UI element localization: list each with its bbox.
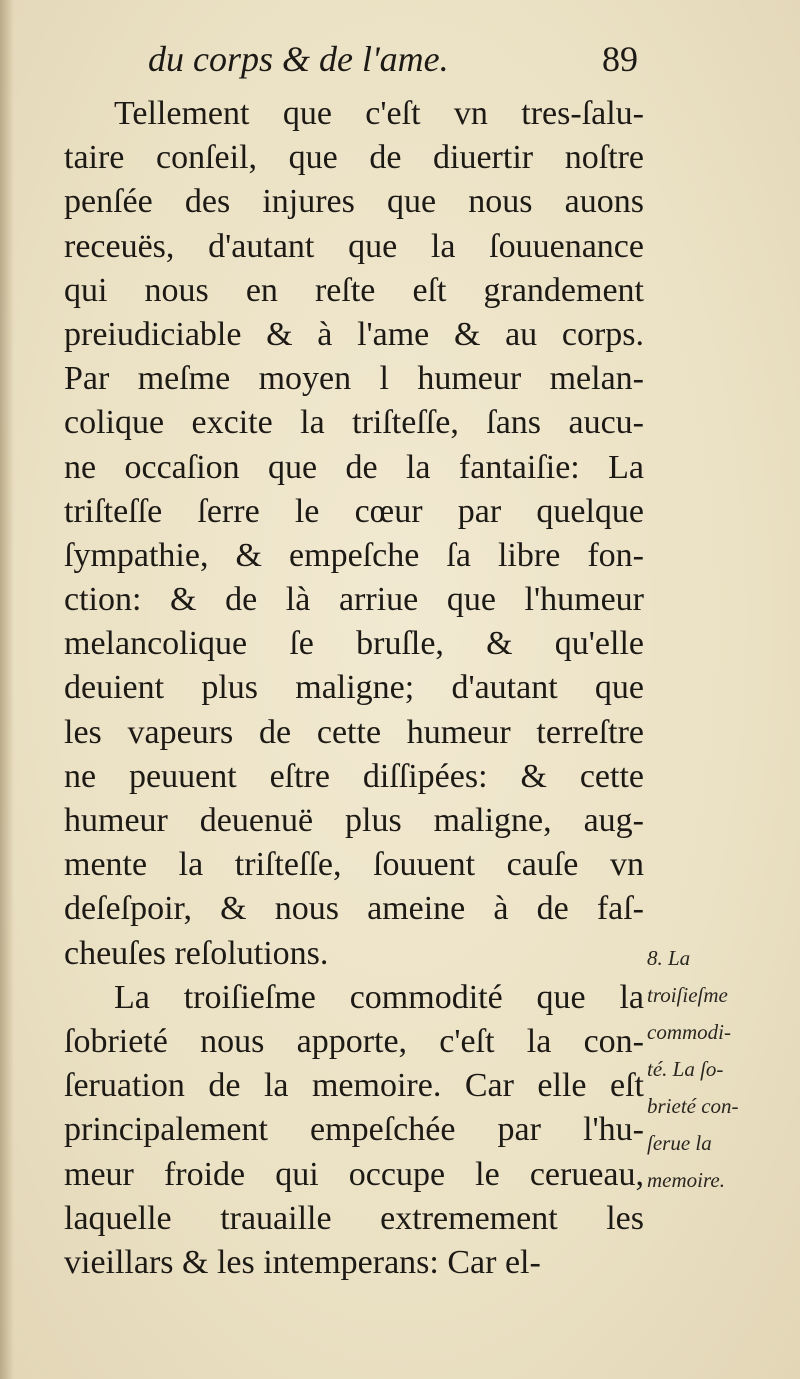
text-line: les vapeurs de cette humeur terreſtre (64, 713, 644, 751)
running-title: du corps & de l'ame. (148, 39, 449, 79)
margin-note-line: té. La ſo- (647, 1057, 724, 1081)
text-line: laquelle trauaille extremement les (64, 1199, 644, 1237)
margin-note-line: memoire. (647, 1168, 725, 1192)
text-line: preiudiciable & à l'ame & au corps. (64, 315, 644, 353)
text-line: ction: & de là arriue que l'humeur (64, 581, 644, 619)
margin-note-line: ſerue la (647, 1131, 712, 1155)
text-line: principalement empeſchée par l'hu- (64, 1111, 644, 1149)
text-line: vieillars & les intemperans: Car el- (64, 1243, 541, 1281)
text-line: triſteſſe ſerre le cœur par quelque (64, 492, 644, 530)
spine-shadow (0, 0, 14, 1379)
text-line: meur froide qui occupe le cerueau, (64, 1155, 644, 1193)
text-line: ne occaſion que de la fantaiſie: La (64, 448, 644, 486)
page-header (148, 38, 638, 92)
text-line: penſée des injures que nous auons (64, 183, 644, 221)
text-line: deuient plus maligne; d'autant que (64, 669, 644, 707)
page-number: 89 (602, 39, 638, 79)
text-line: melancolique ſe bruſle, & qu'elle (64, 625, 644, 663)
text-line: ſeruation de la memoire. Car elle eſt (64, 1067, 644, 1105)
text-line: humeur deuenuë plus maligne, aug- (64, 802, 644, 839)
margin-note-line: 8. La (647, 946, 691, 970)
text-line: ſympathie, & empeſche ſa libre fon- (64, 536, 644, 574)
text-line: receuës, d'autant que la ſouuenance (64, 227, 644, 265)
text-line: deſeſpoir, & nous ameine à de faſ- (64, 890, 644, 928)
text-line: qui nous en reſte eſt grandement (64, 271, 644, 309)
body-text (64, 92, 644, 1285)
margin-note (647, 940, 797, 1199)
text-line: La troiſieſme commodité que la (114, 978, 644, 1016)
text-line: ſobrieté nous apporte, c'eſt la con- (64, 1022, 644, 1060)
text-line: mente la triſteſſe, ſouuent cauſe vn (64, 846, 644, 884)
margin-note-line: brieté con- (647, 1094, 739, 1118)
text-line: cheuſes reſolutions. (64, 934, 329, 972)
text-line: Par meſme moyen l humeur melan- (64, 360, 644, 398)
text-line: colique excite la triſteſſe, ſans aucu- (64, 404, 644, 442)
margin-note-line: commodi- (647, 1020, 731, 1044)
text-line: taire conſeil, que de diuertir noſtre (64, 139, 644, 177)
text-line: Tellement que c'eſt vn tres-ſalu- (114, 95, 644, 132)
text-line: ne peuuent eſtre diſſipées: & cette (64, 757, 644, 795)
margin-note-line: troiſieſme (647, 983, 728, 1007)
